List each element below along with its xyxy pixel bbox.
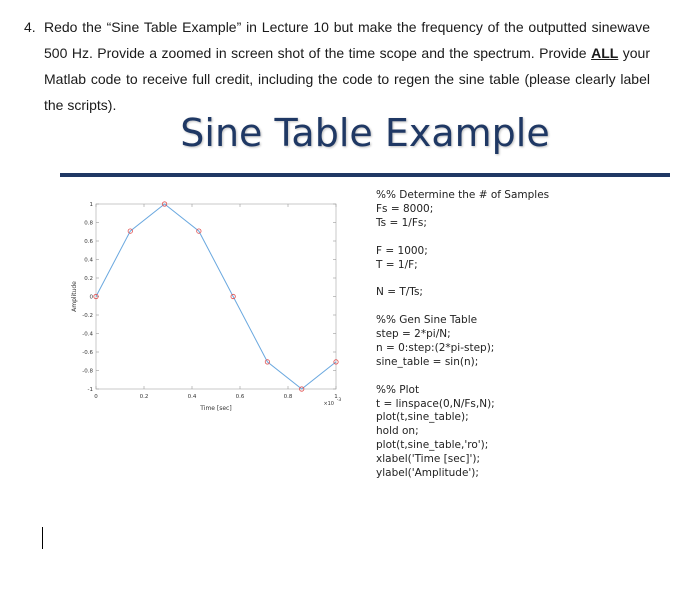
- code-line: Fs = 8000;: [376, 202, 434, 215]
- question-emphasis: ALL: [591, 45, 619, 61]
- matlab-code-listing: [376, 189, 676, 481]
- y-tick-label: 1: [89, 202, 93, 208]
- sine-table-plot: [64, 188, 354, 420]
- code-line: [376, 300, 676, 314]
- y-tick-label: -0.2: [82, 313, 93, 319]
- y-tick-label: -0.4: [82, 331, 93, 338]
- question-part-2: your Matlab code to receive full credit, including the code to regen the sine table (please clearly label the scripts).: [44, 45, 651, 113]
- code-line: xlabel('Time [sec]');: [376, 453, 481, 466]
- x-exponent: ×10: [323, 401, 334, 407]
- x-tick-label: 0: [94, 394, 98, 400]
- y-tick-label: 0: [89, 294, 93, 301]
- question-number: 4.: [24, 19, 36, 35]
- x-tick-label: 0.2: [139, 394, 149, 400]
- y-tick-label: 0.2: [84, 276, 93, 282]
- x-exponent-power: -3: [336, 398, 342, 403]
- y-tick-label: 0.6: [84, 239, 93, 245]
- x-tick-label: 0.6: [235, 394, 245, 400]
- y-tick-label: -0.8: [82, 368, 93, 375]
- x-axis-label: Time [sec]: [200, 405, 232, 412]
- title-divider: [60, 173, 670, 177]
- question-body: [44, 14, 650, 118]
- y-tick-label: 0.4: [84, 257, 93, 264]
- code-line: hold on;: [376, 425, 419, 438]
- code-line: N = T/Ts;: [376, 286, 423, 299]
- question-text: [24, 14, 650, 118]
- x-tick-label: 1: [334, 394, 338, 400]
- y-tick-label: -0.6: [82, 350, 93, 356]
- y-tick-label: -1: [87, 387, 93, 393]
- y-tick-label: 0.8: [84, 220, 93, 227]
- code-line: step = 2*pi/N;: [376, 328, 451, 341]
- y-axis-label: Amplitude: [71, 281, 78, 312]
- code-line: n = 0:step:(2*pi-step);: [376, 341, 495, 354]
- code-line: %% Plot: [376, 383, 420, 396]
- question-part-1: Redo the “Sine Table Example” in Lecture 10 but make the frequency of the outputted sinewave 500 Hz. Provide a zoomed in screen shot of the time scope and the spectrum. Provide: [44, 19, 650, 61]
- code-line: plot(t,sine_table);: [376, 411, 469, 424]
- code-line: [376, 370, 676, 384]
- code-line: T = 1/F;: [376, 258, 418, 271]
- code-line: [376, 231, 676, 245]
- code-line: sine_table = sin(n);: [376, 355, 479, 368]
- x-tick-label: 0.4: [187, 394, 197, 400]
- code-line: ylabel('Amplitude');: [376, 467, 479, 480]
- code-line: %% Gen Sine Table: [376, 314, 478, 327]
- code-line: F = 1000;: [376, 244, 428, 257]
- code-line: plot(t,sine_table,'ro');: [376, 439, 489, 452]
- text-cursor: [42, 527, 43, 549]
- code-line: %% Determine the # of Samples: [376, 189, 550, 201]
- code-line: [376, 272, 676, 286]
- slide-title: Sine Table Example: [180, 111, 550, 155]
- x-tick-label: 0.8: [283, 394, 293, 400]
- code-line: t = linspace(0,N/Fs,N);: [376, 397, 495, 410]
- code-line: Ts = 1/Fs;: [376, 216, 427, 229]
